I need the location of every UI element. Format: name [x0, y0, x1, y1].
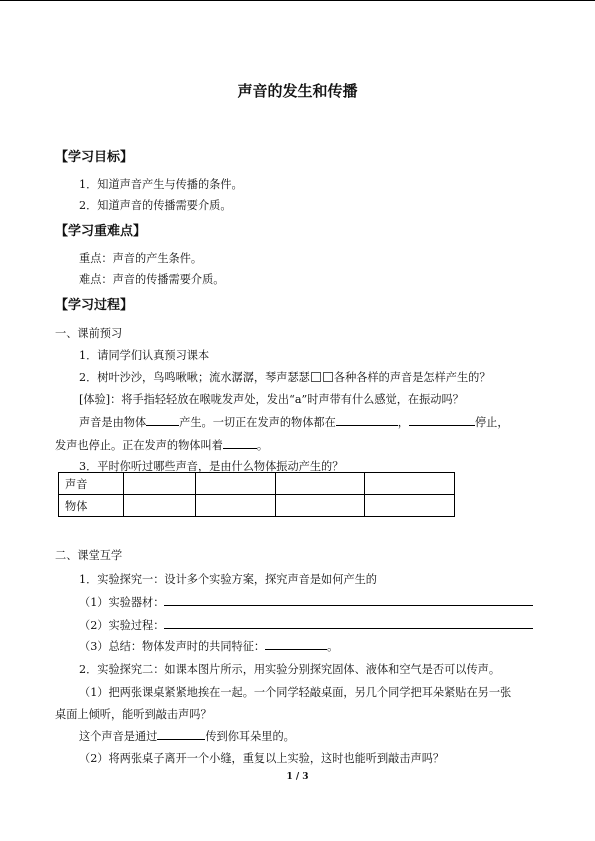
procedure-label: （2）实验过程：	[79, 619, 165, 632]
table-cell[interactable]	[124, 495, 196, 517]
experiment-2-part-1: （1）把两张课桌紧紧地挨在一起。一个同学轻敲桌面，另几个同学把耳朵紧贴在另一张	[79, 686, 512, 699]
fill-text: 。	[256, 439, 269, 452]
fill-in-line-2	[55, 437, 268, 453]
heading-key-points: 【学习重难点】	[55, 224, 147, 239]
goal-item-1: 1．知道声音产生与传播的条件。	[79, 178, 243, 191]
medium-fill-text: 传到你耳朵里的。	[205, 730, 295, 743]
page-top-border	[0, 0, 595, 1]
materials-label: （1）实验器材：	[79, 596, 165, 609]
table-row	[59, 495, 455, 517]
fill-blank-state[interactable]	[336, 414, 398, 426]
preview-question-3: 3．平时你听过哪些声音，是由什么物体振动产生的？	[79, 460, 344, 473]
experiment-2-part-2: （2）将两张桌子离开一个小缝，重复以上实验，这时也能听到敲击声吗？	[79, 752, 445, 765]
table-cell[interactable]	[276, 473, 365, 495]
table-cell[interactable]	[276, 495, 365, 517]
medium-blank[interactable]	[157, 728, 205, 740]
preview-section-title: 一、课前预习	[55, 327, 123, 340]
summary-label: （3）总结：物体发声时的共同特征：	[79, 640, 266, 653]
fill-text: 停止，	[474, 416, 509, 429]
fill-text: 发声也停止。正在发声的物体叫着	[55, 439, 223, 452]
experiment-1-title: 1．实验探究一：设计多个实验方案，探究声音是如何产生的	[79, 573, 377, 586]
sound-object-table	[58, 472, 455, 517]
heading-learning-goals: 【学习目标】	[55, 150, 134, 165]
table-row-label: 物体	[59, 495, 124, 517]
table-cell[interactable]	[124, 473, 196, 495]
question-2-part-a: 2．树叶沙沙，鸟鸣啾啾；流水潺潺，琴声瑟瑟	[79, 371, 310, 384]
experiment-materials-line	[79, 594, 533, 610]
missing-glyph-box	[311, 372, 321, 382]
table-cell[interactable]	[196, 473, 276, 495]
experiment-summary-line	[79, 638, 338, 654]
table-row-label: 声音	[59, 473, 124, 495]
table-cell[interactable]	[365, 473, 455, 495]
question-2-part-b: 各种各样的声音是怎样产生的？	[333, 371, 491, 384]
table-row	[59, 473, 455, 495]
medium-fill-line	[79, 728, 295, 744]
experiment-procedure-line	[79, 617, 533, 633]
preview-question-1: 1．请同学们认真预习课本	[79, 349, 210, 362]
procedure-blank[interactable]	[164, 617, 533, 629]
experiment-2-part-1-cont: 桌面上倾听，能听到敲击声吗？	[55, 708, 212, 721]
fill-text: 产生。一切正在发声的物体都在	[179, 416, 336, 429]
experience-prompt: [体验]：将手指轻轻放在喉咙发声处，发出“a”时声带有什么感觉，在振动吗？	[79, 393, 464, 406]
preview-question-2	[79, 369, 491, 385]
summary-blank[interactable]	[265, 638, 327, 650]
missing-glyph-box	[323, 372, 333, 382]
page-number: 1 / 3	[286, 772, 309, 782]
key-point-item: 重点：声音的产生条件。	[79, 252, 203, 265]
fill-text: 声音是由物体	[79, 416, 147, 429]
classroom-section-title: 二、课堂互学	[55, 549, 123, 562]
fill-blank-sound-source[interactable]	[223, 437, 257, 449]
fill-blank-stop[interactable]	[409, 414, 475, 426]
materials-blank[interactable]	[164, 594, 533, 606]
goal-item-2: 2．知道声音的传播需要介质。	[79, 199, 232, 212]
fill-blank-vibration[interactable]	[146, 414, 179, 426]
summary-end: 。	[327, 640, 339, 653]
heading-learning-process: 【学习过程】	[55, 298, 134, 313]
fill-text: ，	[397, 416, 409, 429]
fill-in-line-1	[79, 414, 509, 430]
table-cell[interactable]	[365, 495, 455, 517]
table-cell[interactable]	[196, 495, 276, 517]
experiment-2-title: 2．实验探究二：如课本图片所示，用实验分别探究固体、液体和空气是否可以传声。	[79, 663, 501, 676]
page-title: 声音的发生和传播	[237, 82, 358, 100]
difficult-point-item: 难点：声音的传播需要介质。	[79, 273, 225, 286]
medium-fill-text: 这个声音是通过	[79, 730, 158, 743]
